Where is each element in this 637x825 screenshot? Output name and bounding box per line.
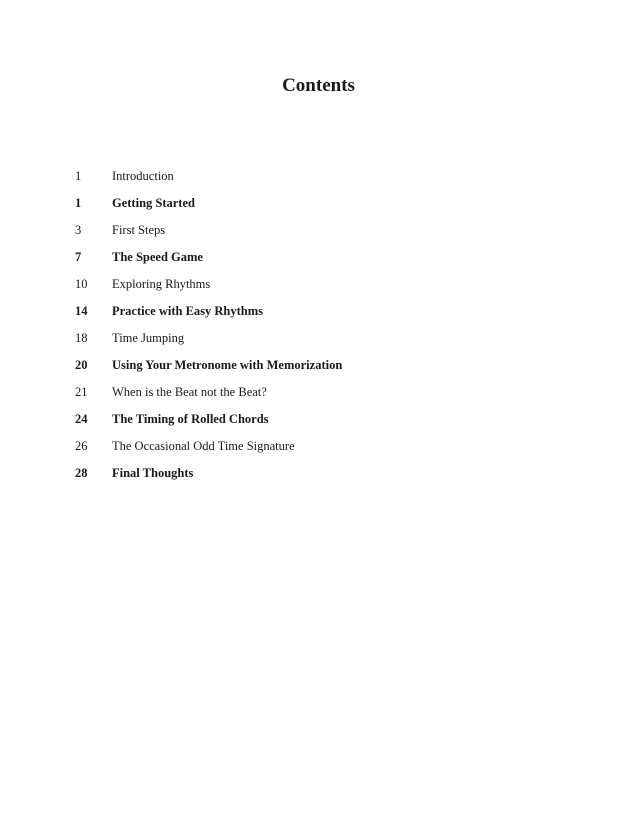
toc-entry <box>75 432 575 459</box>
toc-page-number: 26 <box>75 438 88 453</box>
toc-page-number: 10 <box>75 276 88 291</box>
toc-entry <box>75 297 575 324</box>
toc-entry <box>75 189 575 216</box>
toc-entry-title: Getting Started <box>112 195 195 210</box>
toc-entry-title: First Steps <box>112 222 166 237</box>
toc-entry <box>75 216 575 243</box>
toc-page-number: 24 <box>75 411 88 426</box>
toc-page-number: 1 <box>75 195 82 210</box>
toc-entry-title: Time Jumping <box>112 330 185 345</box>
toc-page-number: 14 <box>75 303 88 318</box>
toc-entry <box>75 243 575 270</box>
toc-entry-title: The Occasional Odd Time Signature <box>112 438 295 453</box>
toc-entry <box>75 270 575 297</box>
toc-page-number: 20 <box>75 357 88 372</box>
toc-entry-title: When is the Beat not the Beat? <box>112 384 267 399</box>
toc-page-number: 3 <box>75 222 82 237</box>
toc-page-number: 18 <box>75 330 88 345</box>
table-of-contents <box>75 162 575 486</box>
toc-entry <box>75 405 575 432</box>
toc-entry-title: Exploring Rhythms <box>112 276 211 291</box>
toc-page-number: 21 <box>75 384 88 399</box>
toc-page-number: 1 <box>75 168 82 183</box>
toc-entry-title: The Speed Game <box>112 249 203 264</box>
toc-entry <box>75 324 575 351</box>
toc-entry-title: Practice with Easy Rhythms <box>112 303 264 318</box>
toc-page-number: 7 <box>75 249 82 264</box>
toc-entry <box>75 378 575 405</box>
toc-page-number: 28 <box>75 465 88 480</box>
toc-entry-title: The Timing of Rolled Chords <box>112 411 269 426</box>
toc-entry-title: Final Thoughts <box>112 465 194 480</box>
toc-entry <box>75 351 575 378</box>
toc-entry-title: Introduction <box>112 168 174 183</box>
page-title: Contents <box>282 75 355 96</box>
toc-entry <box>75 162 575 189</box>
toc-entry <box>75 459 575 486</box>
toc-entry-title: Using Your Metronome with Memorization <box>112 357 343 372</box>
